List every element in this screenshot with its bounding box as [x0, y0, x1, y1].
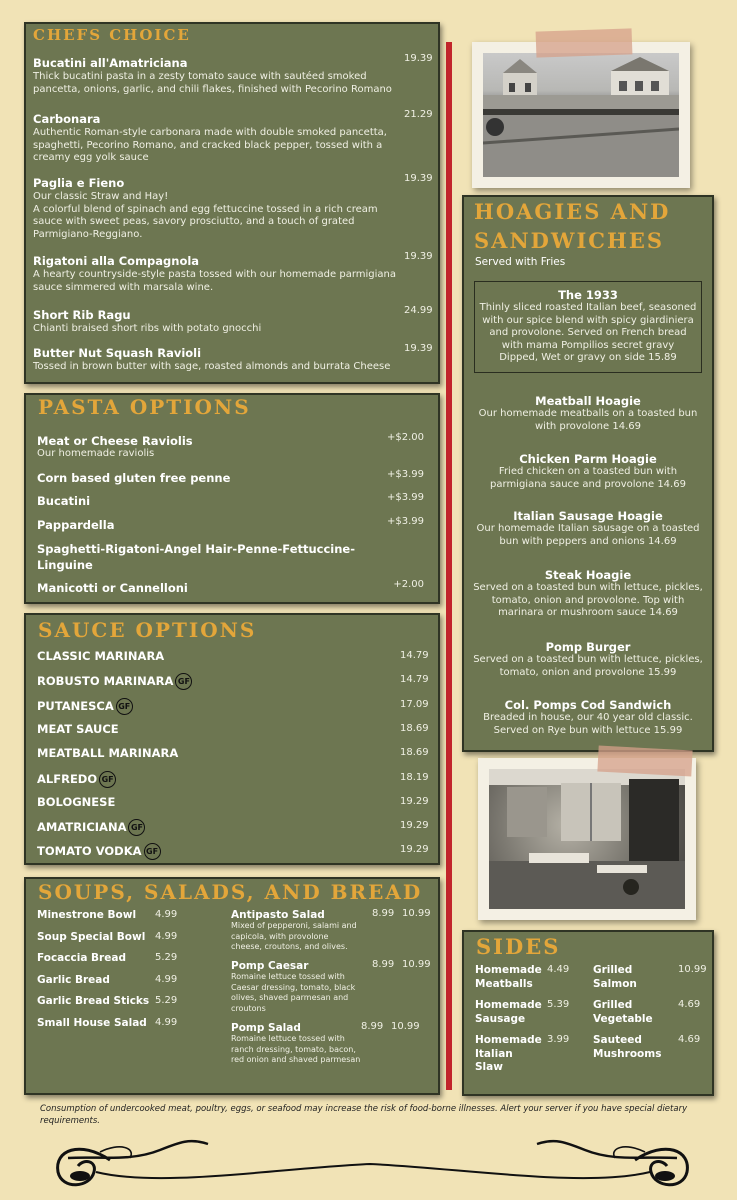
featured-sandwich-box — [474, 281, 702, 373]
sauce-option-price: 14.79 — [400, 650, 429, 661]
soup-bread-price: 4.99 — [155, 1016, 178, 1028]
menu-item-desc: A hearty countryside-style pasta tossed with our homemade parmigiana sauce simmered with marsala wine. — [33, 269, 397, 293]
soup-bread-price: 5.29 — [155, 952, 178, 963]
soup-bread-name: Soup Special Bowl — [37, 930, 146, 943]
chefs-choice-panel — [24, 22, 440, 384]
sauce-name-text: CLASSIC MARINARA — [37, 649, 165, 663]
sauce-option-name — [37, 843, 161, 860]
sauce-option-name — [37, 698, 133, 715]
menu-item-desc: Authentic Roman-style carbonara made with double smoked pancetta, spaghetti, Pecorino Romano, and cracked black pepper, tossed with a creamy egg yolk sauce — [33, 127, 387, 163]
soup-bread-price: 4.99 — [155, 909, 178, 920]
menu-item-name: Butter Nut Squash Ravioli — [33, 346, 202, 360]
pasta-option-price: +$3.99 — [386, 516, 424, 527]
pasta-options-title: PASTA OPTIONS — [38, 395, 251, 419]
sandwich-desc: Fried chicken on a toasted bun with parmigiana sauce and provolone 14.69 — [490, 466, 686, 490]
sauce-options-panel — [24, 613, 440, 865]
menu-item-name: Short Rib Ragu — [33, 308, 131, 322]
menu-item-name: Paglia e Fieno — [33, 176, 125, 190]
soup-bread-price: 4.99 — [155, 930, 178, 942]
menu-item-price: 19.39 — [404, 53, 433, 64]
salad-price-small: 8.99 — [372, 908, 395, 919]
side-item-price: 4.69 — [678, 999, 701, 1010]
photo-dining-room — [478, 758, 696, 920]
salad-desc: Romaine lettuce tossed with ranch dressing, tomato, bacon, red onion and shaved parmesan — [231, 1034, 361, 1064]
soup-bread-name: Focaccia Bread — [37, 952, 126, 964]
sauce-name-text: MEAT SAUCE — [37, 721, 119, 736]
sauce-name-text: PUTANESCA — [37, 698, 114, 713]
sandwich-name: Pomp Burger — [545, 640, 631, 654]
sauce-name-text: MEATBALL MARINARA — [37, 746, 179, 761]
pasta-options-panel — [24, 393, 440, 604]
gluten-free-icon: GF — [175, 673, 192, 690]
salad-price-small: 8.99 — [372, 959, 395, 970]
soup-bread-price: 5.29 — [155, 995, 178, 1006]
side-item-price: 10.99 — [678, 964, 707, 975]
sandwich-desc: Our homemade Italian sausage on a toasted bun with peppers and onions 14.69 — [476, 523, 700, 547]
sauce-name-text: AMATRICIANA — [37, 820, 127, 835]
salad-desc: Mixed of pepperoni, salami and capicola, with provolone cheese, croutons, and olives. — [231, 921, 357, 951]
sauce-option-name — [37, 746, 178, 760]
pasta-option-name: Spaghetti-Rigatoni-Angel Hair-Penne-Fettuccine-Linguine — [37, 542, 356, 572]
sauce-option-price: 18.69 — [400, 747, 429, 759]
sauce-name-text: TOMATO VODKA — [37, 844, 142, 859]
sandwich-desc: Breaded in house, our 40 year old classic. Served on Rye bun with lettuce 15.99 — [483, 712, 693, 736]
pasta-option-price: +2.00 — [393, 579, 424, 590]
pasta-option-name: Manicotti or Cannelloni — [37, 581, 188, 595]
sauce-option-name — [37, 722, 119, 736]
salad-name: Pomp Salad — [231, 1022, 301, 1034]
soup-bread-name: Garlic Bread — [37, 973, 110, 986]
pasta-option-price: +$3.99 — [386, 492, 424, 503]
hoagies-title-line2: SANDWICHES — [474, 228, 664, 253]
menu-item-price: 19.39 — [404, 343, 433, 354]
salad-desc: Romaine lettuce tossed with Caesar dressing, tomato, black olives, shaved parmesan and croutons — [231, 972, 356, 1013]
featured-sandwich-name: The 1933 — [558, 288, 618, 302]
gluten-free-icon: GF — [99, 771, 116, 788]
menu-item-price: 21.29 — [404, 109, 433, 120]
sauce-option-name — [37, 673, 192, 690]
side-item-name: Homemade Italian Slaw — [475, 1034, 542, 1073]
salad-price-small: 8.99 — [361, 1021, 384, 1032]
pasta-option-name: Bucatini — [37, 494, 91, 508]
side-item-name: Grilled Salmon — [593, 964, 637, 990]
salad-price-large: 10.99 — [402, 959, 431, 970]
gluten-free-icon: GF — [144, 843, 161, 860]
soup-bread-name: Small House Salad — [37, 1016, 147, 1029]
sandwich-name: Italian Sausage Hoagie — [513, 509, 663, 523]
sauce-option-price: 18.19 — [400, 771, 429, 783]
menu-item-desc: Thick bucatini pasta in a zesty tomato sauce with sautéed smoked pancetta, onions, garlic, and chili flakes, finished with Pecorino Romano — [33, 71, 392, 95]
sauce-option-price: 19.29 — [400, 844, 429, 856]
sauce-option-price: 18.69 — [400, 722, 429, 734]
sandwich-desc: Served on a toasted bun with lettuce, pickles, tomato, onion and provolone 15.99 — [473, 654, 703, 678]
sauce-option-name — [37, 795, 115, 809]
sandwich-desc: Served on a toasted bun with lettuce, pickles, tomato, onion and provolone. Top with marinara or mushroom sauce 14.69 — [473, 582, 703, 618]
salad-price-large: 10.99 — [402, 908, 431, 919]
sandwich-name: Meatball Hoagie — [535, 394, 641, 408]
side-item-name: Sauteed Mushrooms — [593, 1034, 662, 1060]
pasta-option-desc: Our homemade raviolis — [37, 448, 155, 459]
side-item-price: 4.49 — [547, 964, 570, 975]
decorative-flourish — [40, 1128, 705, 1198]
menu-item-desc: Chianti braised short ribs with potato gnocchi — [33, 323, 262, 334]
sandwich-name: Col. Pomps Cod Sandwich — [504, 698, 672, 712]
gluten-free-icon: GF — [128, 819, 145, 836]
menu-item-name: Carbonara — [33, 112, 101, 126]
menu-item-desc: Our classic Straw and Hay! A colorful blend of spinach and egg fettuccine tossed in a rich cream sauce with sweet peas, savory prosciutto, and a touch of grated Parmigiano-Reggiano. — [33, 191, 378, 240]
sauce-option-price: 17.09 — [400, 698, 429, 710]
menu-item-price: 19.39 — [404, 251, 433, 262]
sauce-options-title: SAUCE OPTIONS — [38, 618, 257, 642]
sandwich-name: Chicken Parm Hoagie — [519, 452, 657, 466]
gluten-free-icon: GF — [116, 698, 133, 715]
hoagies-subtitle: Served with Fries — [475, 256, 566, 268]
sauce-option-price: 19.29 — [400, 795, 429, 807]
sauce-option-price: 19.29 — [400, 820, 429, 832]
soup-bread-name: Garlic Bread Sticks — [37, 995, 150, 1007]
sandwich-desc: Our homemade meatballs on a toasted bun with provolone 14.69 — [478, 408, 698, 432]
sandwich-name: Steak Hoagie — [544, 568, 632, 582]
menu-item-desc: Tossed in brown butter with sage, roasted almonds and burrata Cheese — [33, 361, 391, 372]
red-divider — [446, 42, 452, 1090]
soups-salads-title: SOUPS, SALADS, AND BREAD — [38, 880, 423, 904]
soup-bread-name: Minestrone Bowl — [37, 909, 137, 921]
hoagies-panel — [462, 195, 714, 752]
sauce-name-text: BOLOGNESE — [37, 794, 116, 809]
salad-name: Antipasto Salad — [231, 909, 325, 921]
pasta-option-price: +$3.99 — [386, 469, 424, 480]
soups-salads-panel — [24, 877, 440, 1095]
soup-bread-price: 4.99 — [155, 973, 178, 985]
sides-title: SIDES — [476, 934, 561, 959]
side-item-price: 5.39 — [547, 999, 570, 1010]
side-item-name: Homemade Meatballs — [475, 964, 542, 990]
menu-item-name: Bucatini all'Amatriciana — [33, 56, 188, 70]
chefs-choice-title: CHEFS CHOICE — [33, 26, 191, 44]
pasta-option-price: +$2.00 — [386, 432, 424, 443]
sauce-option-name — [37, 771, 116, 788]
salad-price-large: 10.99 — [391, 1021, 420, 1032]
sides-panel — [462, 930, 714, 1096]
menu-item-name: Rigatoni alla Compagnola — [33, 254, 200, 268]
pasta-option-name: Pappardella — [37, 518, 115, 532]
hoagies-title-line1: HOAGIES AND — [474, 199, 671, 224]
menu-item-price: 24.99 — [404, 305, 433, 316]
side-item-price: 3.99 — [547, 1034, 570, 1045]
sauce-option-name — [37, 649, 164, 663]
side-item-name: Homemade Sausage — [475, 999, 542, 1025]
side-item-name: Grilled Vegetable — [593, 999, 653, 1025]
side-item-price: 4.69 — [678, 1034, 701, 1045]
photo-bocce-court — [472, 42, 690, 188]
sauce-name-text: ALFREDO — [37, 771, 98, 786]
salad-name: Pomp Caesar — [231, 960, 309, 972]
pasta-option-name: Corn based gluten free penne — [37, 471, 231, 485]
food-safety-disclaimer: Consumption of undercooked meat, poultry, eggs, or seafood may increase the risk of food-borne illnesses. Alert your server if you have special dietary requirements. — [40, 1104, 688, 1126]
sauce-option-price: 14.79 — [400, 674, 429, 686]
menu-item-price: 19.39 — [404, 173, 433, 184]
pasta-option-name: Meat or Cheese Raviolis — [37, 434, 193, 448]
featured-sandwich-desc: Thinly sliced roasted Italian beef, seasoned with our spice blend with spicy giardiniera and provolone. Served on French bread with mama Pompilios secret gravy Dipped, Wet or gravy on side 15.89 — [479, 302, 697, 363]
sauce-name-text: ROBUSTO MARINARA — [37, 674, 174, 689]
sauce-option-name — [37, 819, 145, 836]
